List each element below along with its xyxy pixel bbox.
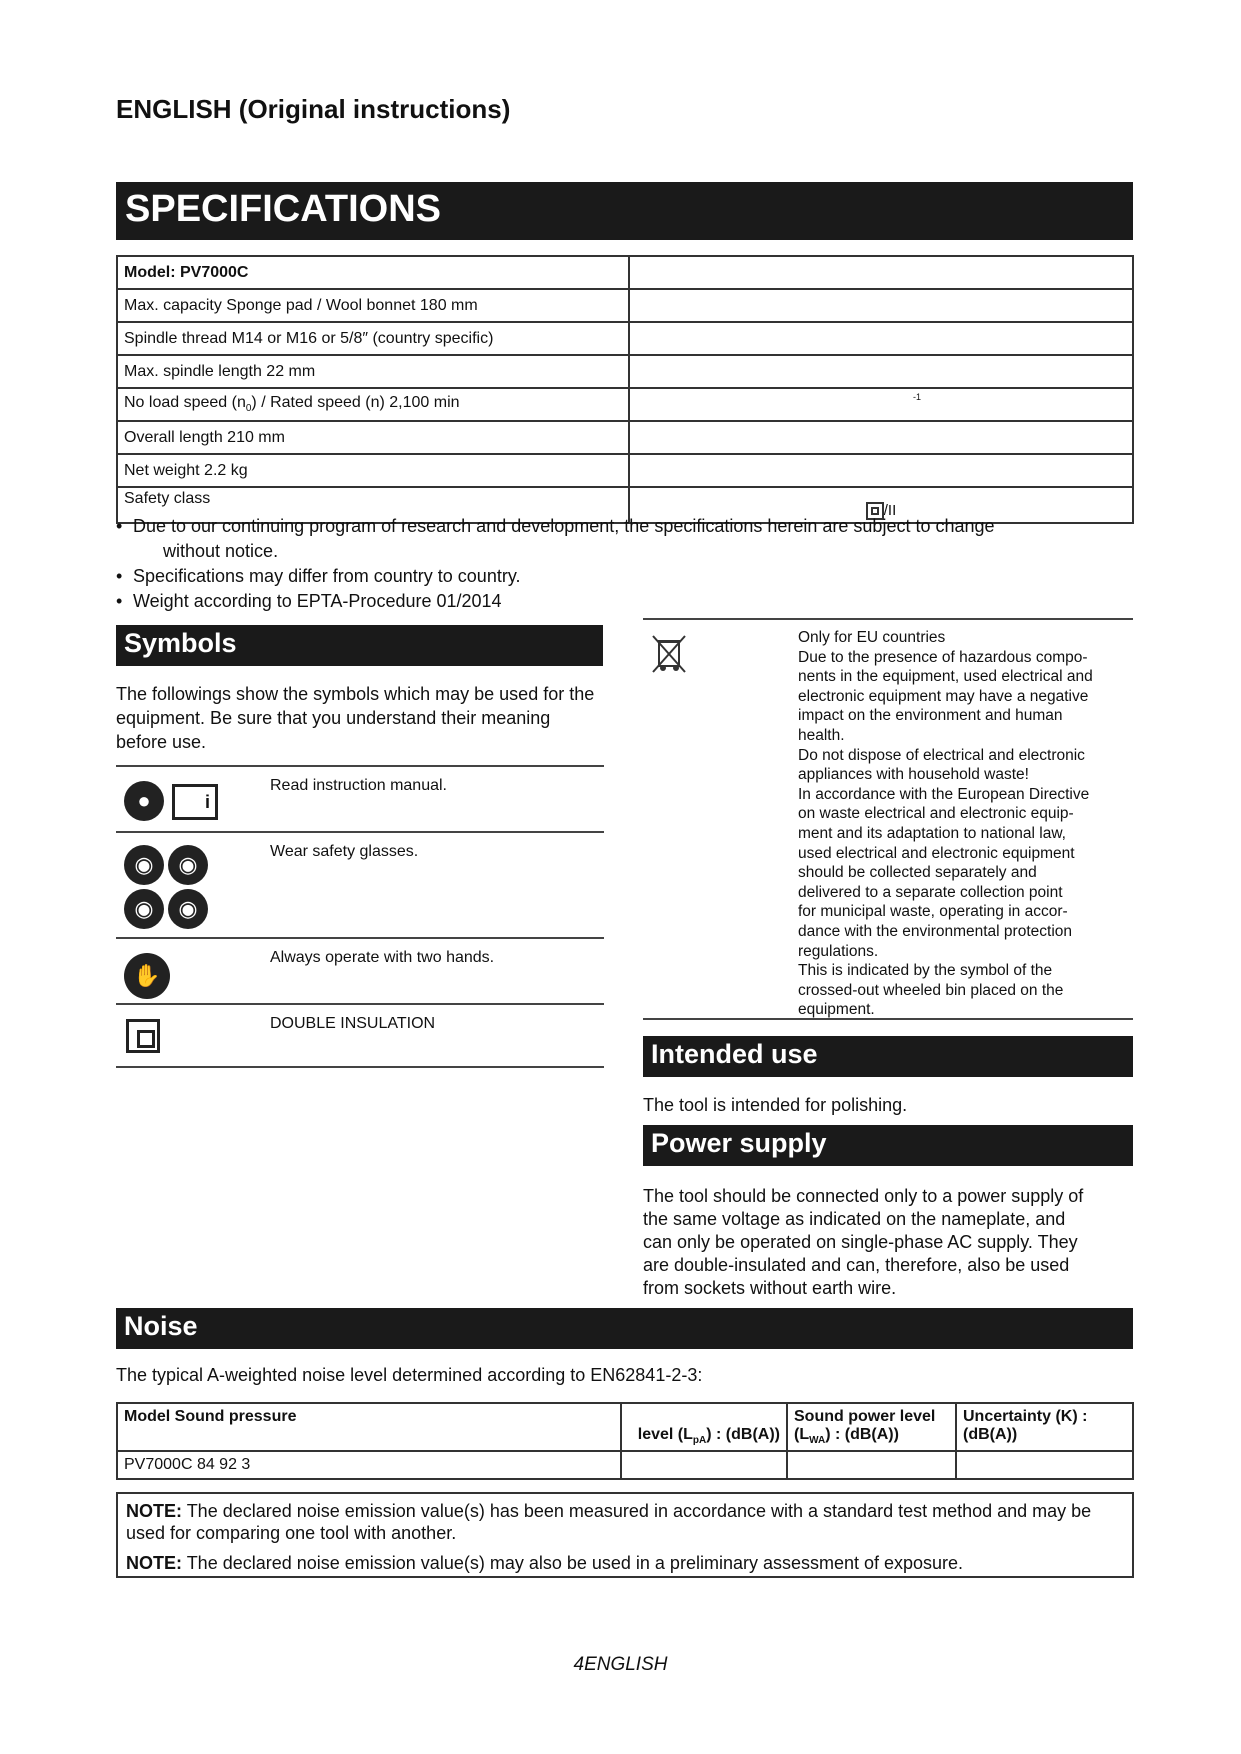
eu-text-line: electronic equipment may have a negative [798,687,1089,705]
intended-use-text: The tool is intended for polishing. [643,1095,908,1115]
symbol-description: DOUBLE INSULATION [270,1015,436,1032]
table-row [117,256,1133,289]
spec-label: Net weight 2.2 kg [117,454,629,487]
double-insulation-icon [126,1019,160,1053]
symbol-description: Always operate with two hands. [270,949,495,966]
two-hands-icon: ✋ [124,953,170,999]
table-header: Model Sound pressure [117,1403,621,1451]
spec-label: Max. capacity Sponge pad / Wool bonnet 180 mm [117,289,629,322]
power-supply-text: The tool should be connected only to a power supply of the same voltage as indicated on the nameplate, and can only be operated on single-phase AC supply. They are double-insulated and can, therefore, also be used from sockets without earth wire. [643,1186,1084,1298]
table-row [117,322,1133,355]
table-row [117,289,1133,322]
symbol-description: Read instruction manual. [270,777,447,794]
table-row [117,355,1133,388]
noise-heading: Noise [116,1308,1133,1349]
symbols-intro: The followings show the symbols which may be used for the equipment. Be sure that you understand their meaning before use. [116,684,595,752]
eu-text-line: regulations. [798,942,879,960]
eu-text-line: on waste electrical and electronic equip- [798,805,1074,823]
table-header: level $(L_{pA})$ : (dB(A)) [621,1403,787,1451]
eu-text-line: used electrical and electronic equipment [798,844,1075,862]
table-row [117,1451,1133,1479]
specifications-table [116,255,1134,524]
specifications-heading: SPECIFICATIONS [116,182,1133,240]
noise-notes [116,1492,1134,1578]
eu-text-line: appliances with household waste! [798,766,1029,784]
eu-disposal-text [798,628,1128,1020]
page-footer: 4ENGLISH [573,1654,668,1675]
table-row [117,388,1133,421]
safety-glasses-icon: ◉ [168,845,208,885]
power-supply-heading: Power supply [643,1125,1133,1166]
eu-text-line: This is indicated by the symbol of the [798,962,1053,980]
list-item: • Weight according to EPTA-Procedure 01/2014 [116,589,1136,614]
spec-notes [116,514,1136,614]
spec-value [629,454,1133,487]
list-item [116,831,604,937]
list-item [116,765,604,831]
eu-text-line: nents in the equipment, used electrical and [798,668,1093,686]
spec-value [629,256,1133,289]
eu-text-line: ment and its adaptation to national law, [798,824,1066,842]
eu-text-line: Only for EU countries [798,629,946,646]
read-manual-icon: ● [124,781,164,821]
unit-superscript: -1 [913,392,922,402]
table-cell: PV7000C 84 92 3 [117,1451,621,1479]
crossed-out-bin-icon [649,632,689,676]
spec-value [629,322,1133,355]
eu-text-line: crossed-out wheeled bin placed on the [798,981,1064,999]
spec-value [629,355,1133,388]
eu-text-line: In accordance with the European Directive [798,785,1090,803]
book-icon: i [172,784,218,820]
noise-intro: The typical A-weighted noise level determined according to EN62841-2-3: [116,1365,703,1385]
note: NOTE: The declared noise emission value(s) has been measured in accordance with a standard test method and may be used for comparing one tool with another. [126,1501,1092,1543]
spec-label: Safety class [117,487,629,523]
eu-text-line: for municipal waste, operating in accor- [798,903,1068,921]
list-item: • Due to our continuing program of research and development, the specifications herein are subject to change without notice. [116,514,1136,564]
list-item: • Specifications may differ from country to country. [116,564,1136,589]
table-row [117,454,1133,487]
safety-glasses-icon: ◉ [124,845,164,885]
spec-value [629,388,1133,421]
safety-glasses-icon: ◉ [168,889,208,929]
eu-text-line: should be collected separately and [798,864,1037,882]
safety-glasses-icon: ◉ [124,889,164,929]
list-item [116,1003,604,1066]
noise-table [116,1402,1134,1480]
eu-text-line: health. [798,726,845,744]
spec-label: Model: PV7000C [117,256,629,289]
eu-text-line: equipment. [798,1001,875,1019]
eu-text-line: dance with the environmental protection [798,922,1072,940]
symbol-description: Wear safety glasses. [270,843,419,860]
table-cell [787,1451,956,1479]
spec-label: No load speed $(n_0)$ / Rated speed (n) 2,100 min [117,388,629,421]
table-header: Uncertainty (K) : (dB(A)) [956,1403,1133,1451]
symbols-heading: Symbols [116,625,603,666]
table-row [117,421,1133,454]
intended-use-heading: Intended use [643,1036,1133,1077]
symbols-table [116,765,604,1068]
spec-value [629,421,1133,454]
spec-label: Max. spindle length 22 mm [117,355,629,388]
eu-text-line: delivered to a separate collection point [798,883,1063,901]
table-row [117,1403,1133,1451]
eu-text-line: impact on the environment and human [798,707,1063,725]
table-cell [621,1451,787,1479]
note: NOTE: The declared noise emission value(s) may also be used in a preliminary assessment of exposure. [126,1553,964,1573]
spec-value: /II [629,487,1133,523]
eu-text-line: Do not dispose of electrical and electronic [798,746,1085,764]
eu-disposal-block [643,618,1133,1020]
eu-text-line: Due to the presence of hazardous compo- [798,648,1088,666]
language-title: ENGLISH (Original instructions) [116,94,511,124]
spec-label: Overall length 210 mm [117,421,629,454]
table-header: Sound power level $(L_{WA})$ : (dB(A)) [787,1403,956,1451]
spec-value [629,289,1133,322]
spec-label: Spindle thread M14 or M16 or 5/8″ (country specific) [117,322,629,355]
table-cell [956,1451,1133,1479]
list-item [116,937,604,1003]
